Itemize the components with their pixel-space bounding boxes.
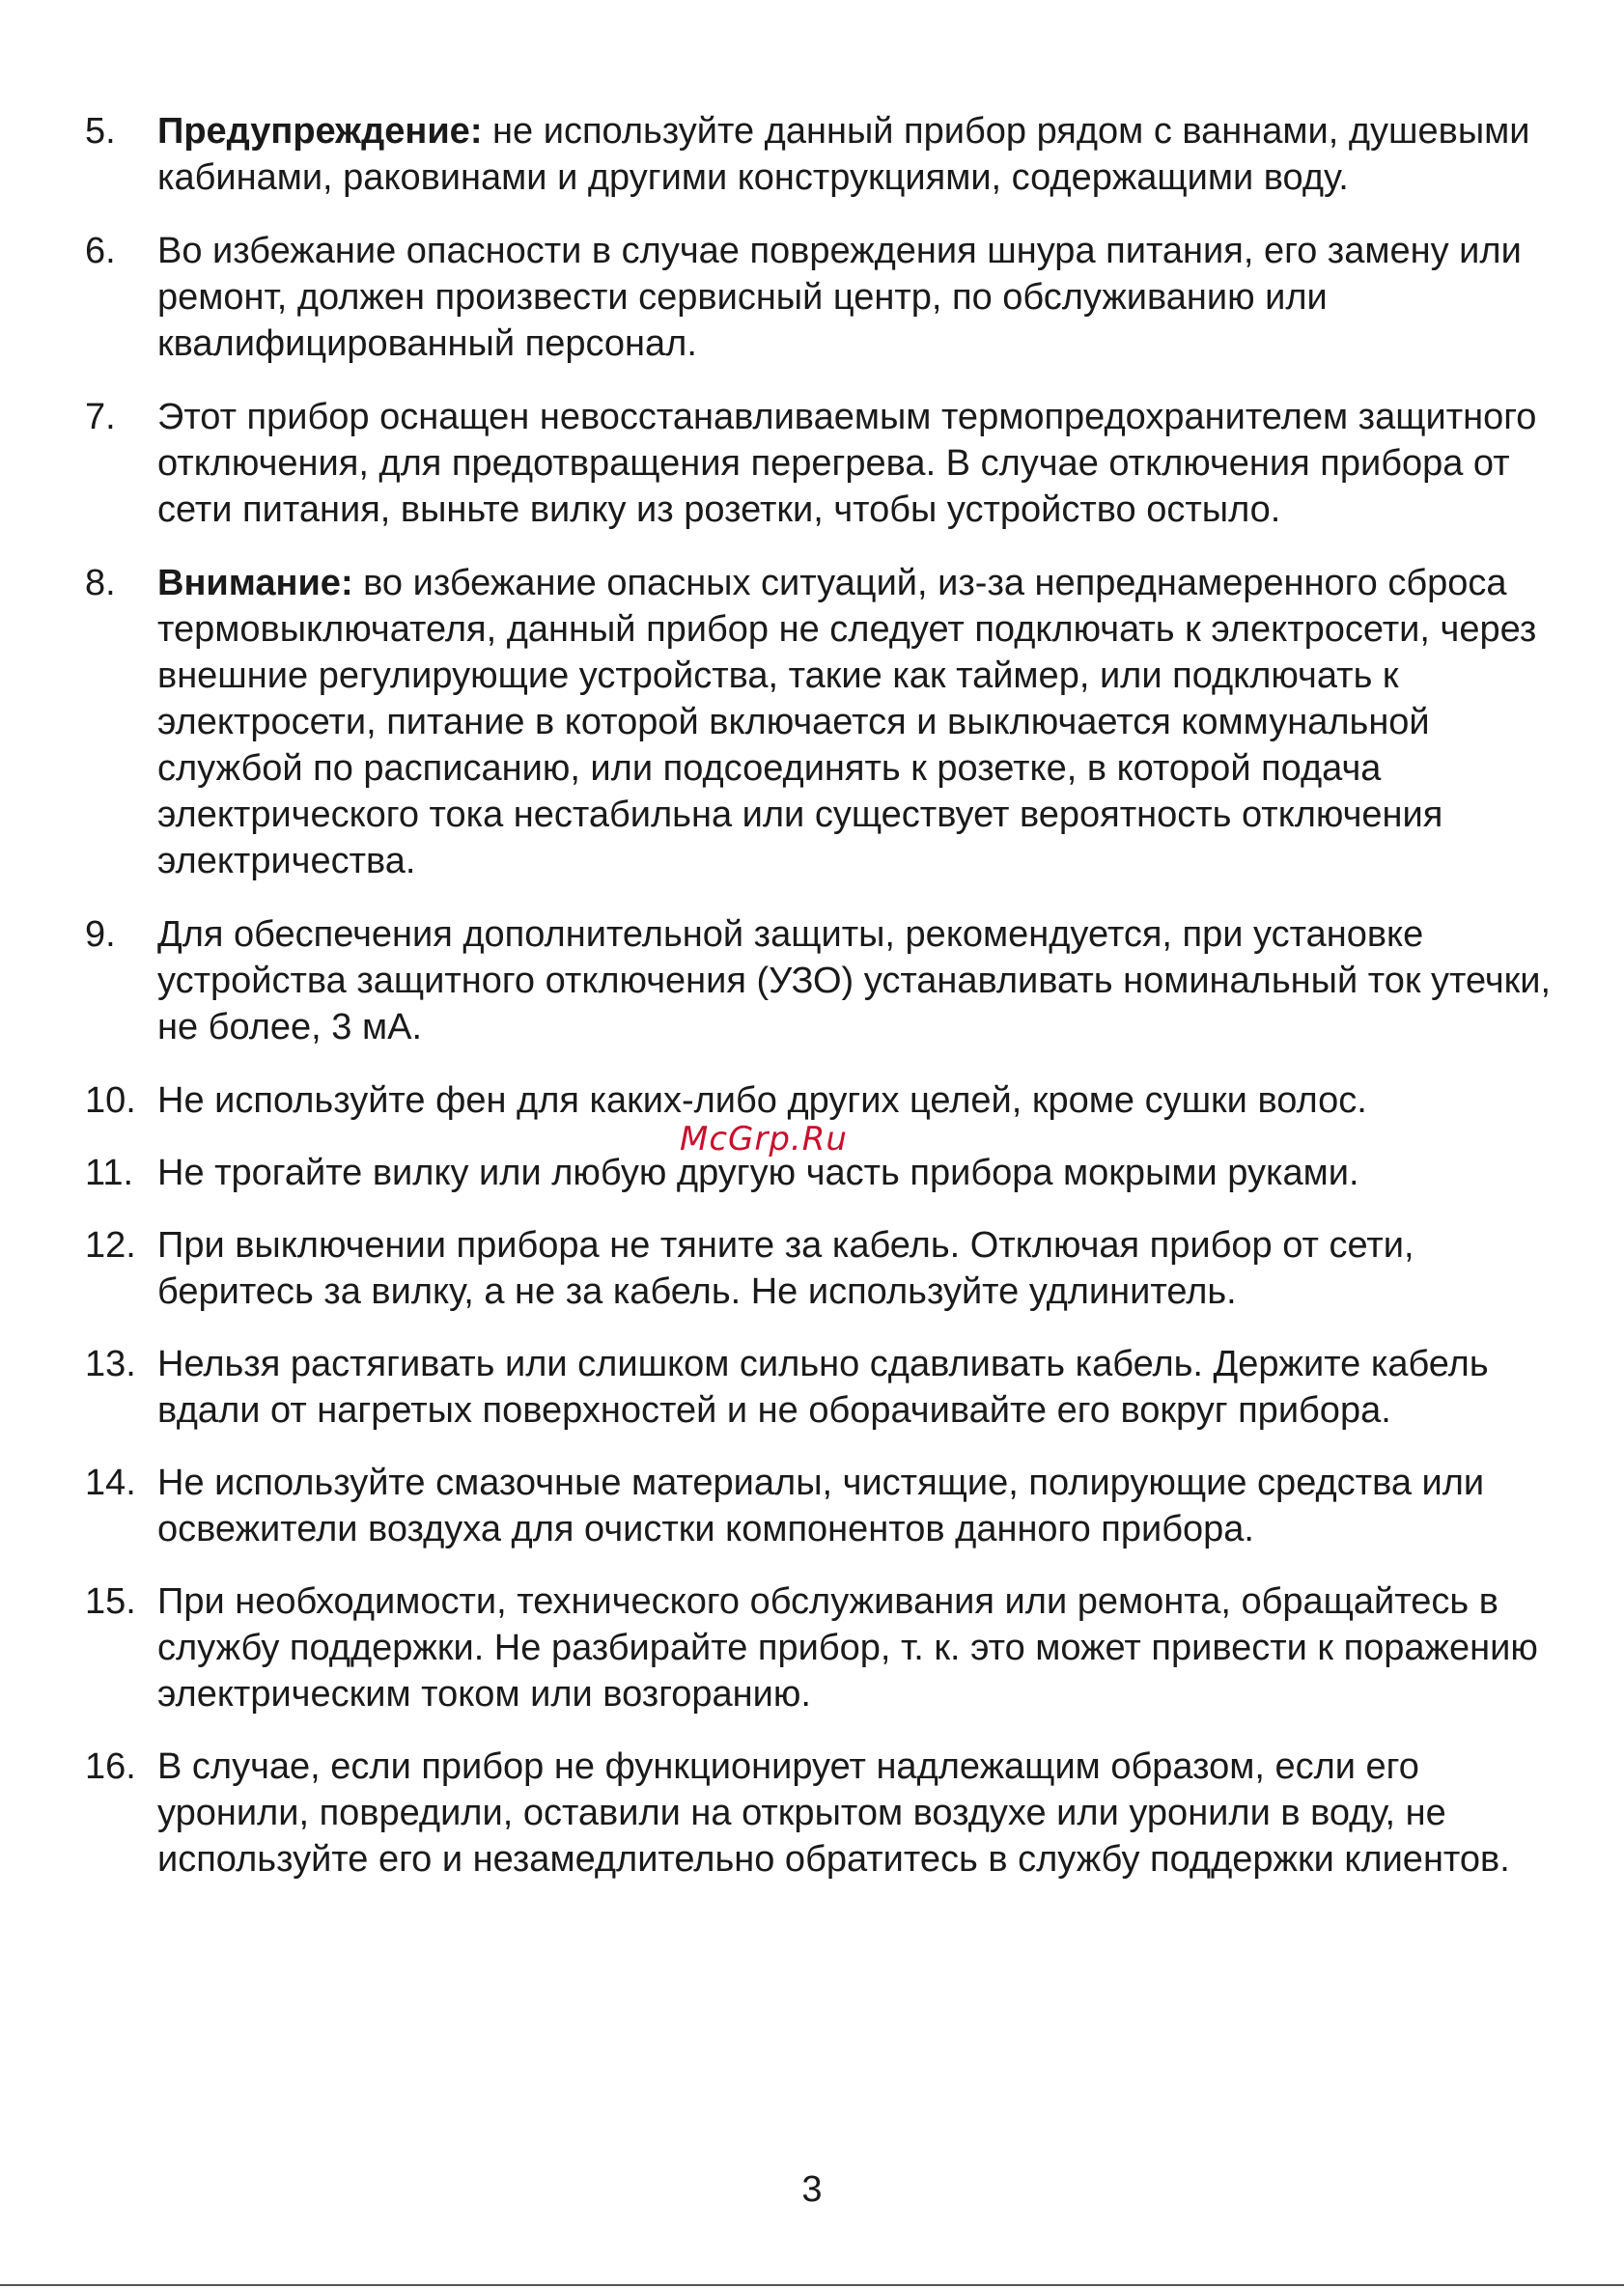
item-lead-bold: Внимание:	[157, 563, 353, 603]
list-item-15	[85, 1578, 1553, 1717]
item-text	[157, 1077, 1553, 1124]
item-body: Не используйте смазочные материалы, чистящие, полирующие средства или освежители воздуха для очистки компонентов данного прибора.	[157, 1463, 1485, 1549]
item-number: 13.	[85, 1344, 136, 1384]
list-item-12	[85, 1222, 1553, 1315]
list-item-14	[85, 1460, 1553, 1552]
item-text	[157, 1578, 1553, 1717]
item-number: 6.	[85, 231, 116, 271]
item-number: 15.	[85, 1581, 136, 1622]
list-item-7	[85, 394, 1553, 533]
item-body: во избежание опасных ситуаций, из-за непреднамеренного сброса термовыключателя, данный прибор не следует подключать к электросети, через внешние регулирующие устройства, такие как таймер, или подключать к электросети, питание в которой включается и выключается коммунальной службой по расписанию, или подсоединять к розетке, в которой подача электрического тока нестабильна или существует вероятность отключения электричества.	[157, 563, 1537, 881]
safety-instructions-list	[85, 108, 1553, 1909]
item-text	[157, 108, 1553, 201]
item-text	[157, 1460, 1553, 1552]
item-text	[157, 1744, 1553, 1883]
item-number: 12.	[85, 1225, 136, 1266]
item-number: 11.	[85, 1153, 134, 1193]
item-number: 14.	[85, 1463, 136, 1503]
item-body: Этот прибор оснащен невосстанавливаемым термопредохранителем защитного отключения, для предотвращения перегрева. В случае отключения прибора от сети питания, выньте вилку из розетки, чтобы устройство остыло.	[157, 397, 1537, 530]
item-text	[157, 1341, 1553, 1434]
item-number: 16.	[85, 1746, 136, 1787]
item-text	[157, 394, 1553, 533]
item-text	[157, 911, 1553, 1050]
list-item-8	[85, 560, 1553, 884]
item-text	[157, 1222, 1553, 1315]
list-item-13	[85, 1341, 1553, 1434]
list-item-6	[85, 228, 1553, 367]
list-item-10	[85, 1077, 1553, 1124]
page-number: 3	[801, 2169, 823, 2210]
item-body: не используйте данный прибор рядом с ваннами, душевыми кабинами, раковинами и другими конструкциями, содержащими воду.	[157, 111, 1530, 198]
item-number: 9.	[85, 914, 116, 955]
list-item-16	[85, 1744, 1553, 1883]
watermark: McGrp.Ru	[680, 1120, 848, 1158]
item-number: 7.	[85, 397, 116, 437]
page-bottom-divider	[0, 2284, 1624, 2286]
item-text	[157, 560, 1553, 884]
list-item-9	[85, 911, 1553, 1050]
item-body: Для обеспечения дополнительной защиты, рекомендуется, при установке устройства защитного отключения (УЗО) устанавливать номинальный ток утечки, не более, 3 мА.	[157, 914, 1552, 1047]
item-number: 10.	[85, 1080, 136, 1121]
item-body: Не трогайте вилку или любую другую часть прибора мокрыми руками.	[157, 1153, 1359, 1193]
item-text	[157, 1150, 1553, 1196]
item-body: При необходимости, технического обслуживания или ремонта, обращайтесь в службу поддержки. Не разбирайте прибор, т. к. это может привести к поражению электрическим током или возгоранию.	[157, 1581, 1538, 1715]
list-item-5	[85, 108, 1553, 201]
item-body: Не используйте фен для каких-либо других целей, кроме сушки волос.	[157, 1080, 1367, 1121]
item-number: 5.	[85, 111, 116, 152]
item-body: Во избежание опасности в случае повреждения шнура питания, его замену или ремонт, должен произвести сервисный центр, по обслуживанию или квалифицированный персонал.	[157, 231, 1522, 364]
item-text	[157, 228, 1553, 367]
item-lead-bold: Предупреждение:	[157, 111, 483, 152]
item-body: В случае, если прибор не функционирует надлежащим образом, если его уронили, повредили, оставили на открытом воздухе или уронили в воду, не используйте его и незамедлительно обратитесь в службу поддержки клиентов.	[157, 1746, 1510, 1880]
item-number: 8.	[85, 563, 116, 603]
item-body: Нельзя растягивать или слишком сильно сдавливать кабель. Держите кабель вдали от нагретых поверхностей и не оборачивайте его вокруг прибора.	[157, 1344, 1489, 1431]
item-body: При выключении прибора не тяните за кабель. Отключая прибор от сети, беритесь за вилку, а не за кабель. Не используйте удлинитель.	[157, 1225, 1414, 1312]
